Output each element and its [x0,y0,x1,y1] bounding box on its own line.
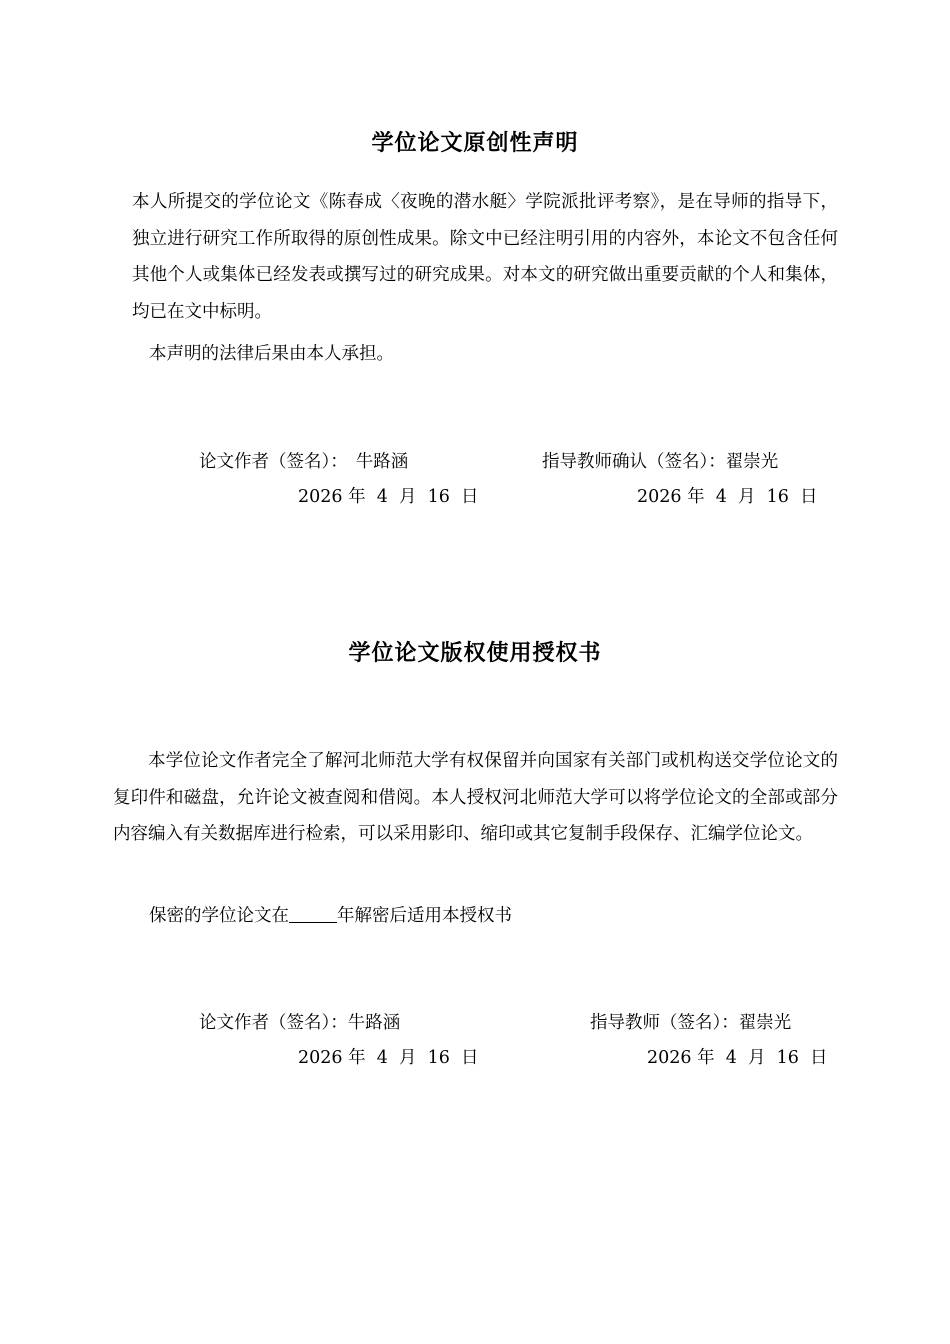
year-blank [289,906,337,923]
copyright-advisor-signature [590,1009,791,1034]
secret-prefix: 保密的学位论文在 [149,906,289,926]
copyright-author-signature [199,1009,400,1034]
secret-suffix: 年解密后适用本授权书 [337,906,512,926]
advisor-signature-label: 指导教师（签名）： [590,1013,739,1033]
copyright-paragraph: 本学位论文作者完全了解河北师范大学有权保留并向国家有关部门或机构送交学位论文的复印件和磁盘，允许论文被查阅和借阅。本人授权河北师范大学可以将学位论文的全部或部分内容编入有关数据库进行检索，可以采用影印、缩印或其它复制手段保存、汇编学位论文。 [113,751,838,844]
advisor-signature-name: 翟崇光 [738,1013,792,1033]
copyright-advisor-date: 2026 年 4 月 16 日 [647,1048,828,1068]
originality-author-date: 2026 年 4 月 16 日 [298,487,479,507]
originality-author-signature [199,448,408,473]
copyright-author-date: 2026 年 4 月 16 日 [298,1048,479,1068]
originality-advisor-date: 2026 年 4 月 16 日 [637,487,818,507]
advisor-signature-label: 指导教师确认（签名）： [542,452,726,472]
author-signature-name: 牛路涵 [347,1013,401,1033]
originality-liability-text: 本声明的法律后果由本人承担。 [149,344,394,364]
author-signature-label: 论文作者（签名）： [199,452,348,472]
copyright-secret-line [149,902,512,927]
author-signature-name: 牛路涵 [355,452,409,472]
advisor-signature-name: 翟崇光 [725,452,779,472]
author-signature-label: 论文作者（签名）： [199,1013,348,1033]
originality-title: 学位论文原创性声明 [371,131,579,156]
originality-paragraph: 本人所提交的学位论文《陈春成〈夜晚的潜水艇〉学院派批评考察》，是在导师的指导下，独立进行研究工作所取得的原创性成果。除文中已经注明引用的内容外，本论文不包含任何其他个人或集体已经发表或撰写过的研究成果。对本文的研究做出重要贡献的个人和集体，均已在文中标明。 [132,192,838,322]
originality-advisor-signature [542,448,778,473]
copyright-title: 学位论文版权使用授权书 [348,641,602,666]
